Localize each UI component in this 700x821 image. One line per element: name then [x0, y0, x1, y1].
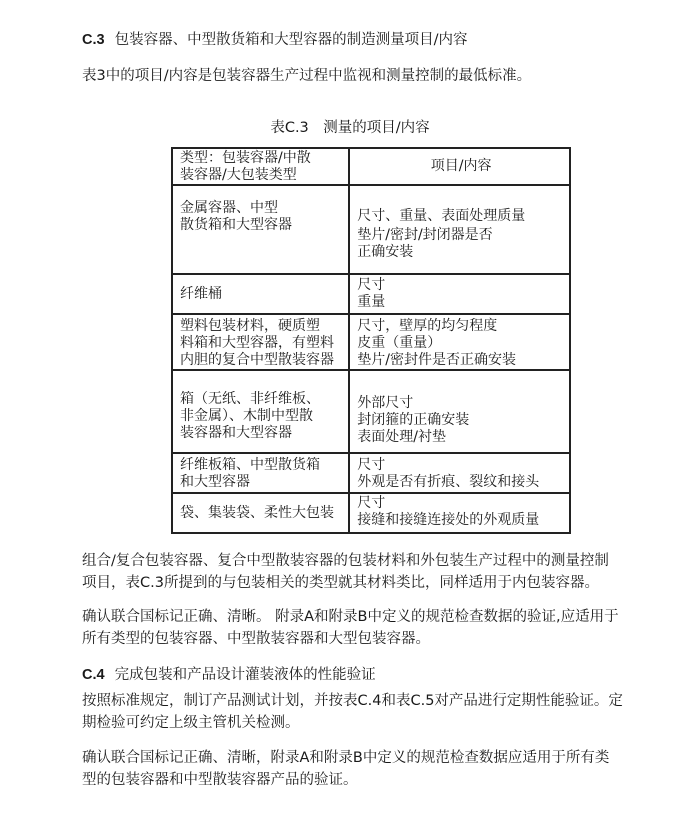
item-line: 尺寸 [357, 277, 386, 293]
section-c4-title: 完成包装和产品设计灌装液体的性能验证 [114, 667, 376, 683]
section-c3-number: C.3 [82, 32, 105, 48]
paragraph-line: 组合/复合包装容器、复合中型散装容器的包装材料和外包装生产过程中的测量控制 [82, 553, 609, 569]
table-row [172, 185, 570, 274]
table-row [172, 274, 570, 314]
item-line: 封闭箍的正确安装 [357, 412, 470, 428]
items-cell [349, 493, 570, 533]
item-line: 尺寸 [357, 457, 386, 473]
paragraph-line: 型的包装容器和中型散装容器产品的验证。 [82, 772, 358, 788]
after-table-paragraph-2 [82, 606, 682, 650]
type-cell [172, 493, 349, 533]
section-c3-title: 包装容器、中型散货箱和大型容器的制造测量项目/内容 [114, 32, 468, 48]
type-line: 纤维桶 [180, 285, 222, 302]
type-line: 箱（无纸、非纤维板、 [180, 391, 320, 407]
items-cell [349, 453, 570, 493]
type-line: 袋、集装袋、柔性大包装 [180, 504, 334, 521]
table-caption: 表C.3 测量的项目/内容 [270, 120, 430, 136]
type-cell [172, 314, 349, 370]
item-line: 外部尺寸 [357, 395, 414, 411]
table-row [172, 493, 570, 533]
section-c4-heading [82, 665, 376, 685]
section-c3-heading [82, 30, 467, 50]
paragraph-line: 确认联合国标记正确、清晰，附录A和附录B中定义的规范检查数据应适用于所有类 [82, 750, 610, 766]
item-line: 外观是否有折痕、裂纹和接头 [357, 474, 540, 490]
type-line: 非金属）、木制中型散 [180, 408, 313, 424]
item-line: 垫片/密封件是否正确安装 [357, 352, 516, 368]
table-row [172, 453, 570, 493]
header-type-line: 装容器/大包装类型 [180, 167, 297, 183]
section-c3-intro: 表3中的项目/内容是包装容器生产过程中监视和测量控制的最低标准。 [82, 68, 532, 84]
section-c4-paragraph-1 [82, 690, 682, 734]
item-line: 重量 [357, 294, 386, 310]
paragraph-line: 按照标准规定，制订产品测试计划，并按表C.4和表C.5对产品进行定期性能验证。定 [82, 693, 623, 709]
type-line: 散货箱和大型容器 [180, 217, 292, 233]
type-line: 纤维板箱、中型散货箱 [180, 457, 320, 473]
measurement-table [171, 147, 571, 534]
type-cell [172, 453, 349, 493]
after-table-paragraph-1 [82, 550, 682, 594]
items-cell [349, 185, 570, 274]
items-cell [349, 314, 570, 370]
type-line: 和大型容器 [180, 474, 250, 490]
header-type-cell [172, 148, 349, 185]
table-row [172, 370, 570, 453]
item-line: 尺寸 [357, 495, 386, 511]
type-line: 装容器和大型容器 [180, 425, 292, 441]
item-line: 接缝和接缝连接处的外观质量 [357, 512, 540, 528]
paragraph-line: 期检验可约定上级主管机关检测。 [82, 715, 300, 731]
type-cell [172, 370, 349, 453]
paragraph-line: 确认联合国标记正确、清晰。 附录A和附录B中定义的规范检查数据的验证,应适用于 [82, 609, 619, 625]
items-cell [349, 274, 570, 314]
type-line: 料箱和大型容器，有塑料 [180, 335, 334, 351]
type-cell [172, 185, 349, 274]
type-line: 内胆的复合中型散装容器 [180, 352, 334, 368]
item-line: 正确安装 [357, 244, 414, 260]
header-type-line: 类型：包装容器/中散 [180, 150, 311, 166]
paragraph-line: 项目，表C.3所提到的与包装相关的类型就其材料类比，同样适用于内包装容器。 [82, 575, 599, 591]
table-header-row [172, 148, 570, 185]
item-line: 垫片/密封/封闭器是否 [357, 227, 493, 243]
section-c4-number: C.4 [82, 667, 105, 683]
type-cell [172, 274, 349, 314]
item-line: 尺寸、重量、表面处理质量 [357, 208, 526, 224]
item-line: 表面处理/衬垫 [357, 429, 446, 445]
type-line: 金属容器、中型 [180, 200, 278, 216]
paragraph-line: 所有类型的包装容器、中型散装容器和大型包装容器。 [82, 631, 430, 647]
item-line: 尺寸，壁厚的均匀程度 [357, 318, 498, 334]
table-row [172, 314, 570, 370]
header-items-cell: 项目/内容 [349, 148, 570, 185]
type-line: 塑料包装材料，硬质塑 [180, 318, 320, 334]
section-c4-paragraph-2 [82, 747, 682, 791]
items-cell [349, 370, 570, 453]
item-line: 皮重（重量） [357, 335, 442, 351]
